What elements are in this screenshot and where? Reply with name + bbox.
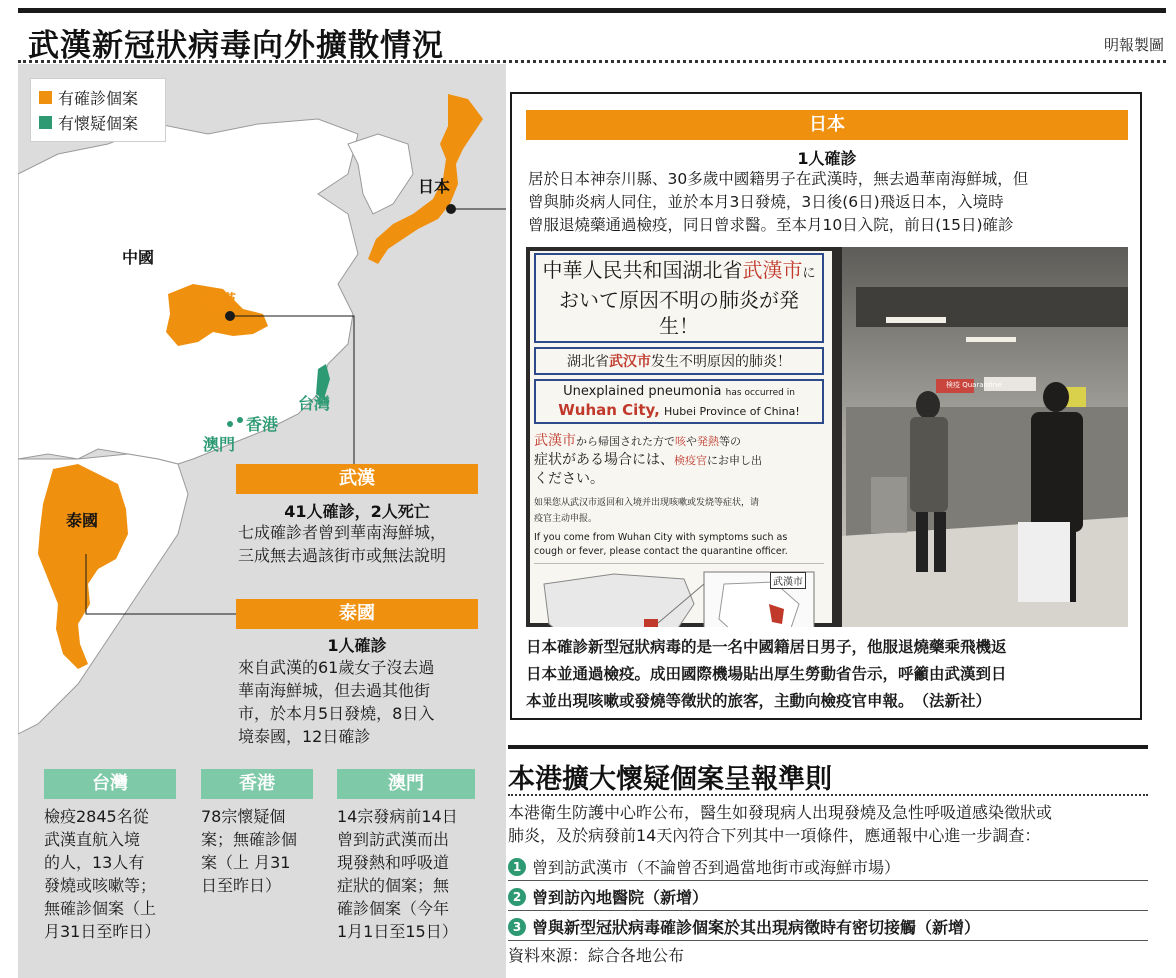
thailand-line: 市，於本月5日發燒，8日入: [238, 704, 435, 723]
airport-photo: [526, 247, 1128, 627]
region-heading-macau: 澳門: [337, 769, 475, 799]
thailand-line: 來自武漢的61歲女子沒去過: [238, 658, 435, 677]
poster-jp-body: [534, 432, 824, 489]
condition-text: 曾與新型冠狀病毒確診個案於其出現病徵時有密切接觸（新增）: [532, 918, 981, 937]
legend-suspected-label: 有懷疑個案: [58, 114, 139, 133]
legend-confirmed-label: 有確診個案: [58, 89, 139, 108]
hk-section-body: [508, 801, 1148, 847]
confirmed-swatch: [39, 91, 52, 104]
map-label-japan: 日本: [418, 177, 451, 196]
map-label-thailand: 泰國: [66, 511, 99, 530]
condition-1: [508, 855, 1148, 878]
hk-section-title: 本港擴大懷疑個案呈報準則: [508, 764, 832, 795]
poster-text: から帰国された方で: [576, 435, 675, 448]
region-line: 案（上 月31: [201, 853, 291, 872]
top-rule: [18, 8, 1166, 13]
poster-text: 症状がある場合には、: [534, 452, 674, 468]
map-label-wuhan: 武漢: [204, 291, 237, 310]
region-text-hongkong: [201, 805, 319, 897]
region-line: 14宗發病前14日: [337, 807, 458, 826]
macau-dot: [227, 421, 233, 427]
hk-section-divider: [508, 794, 1148, 796]
japan-line: 曾服退燒藥通過檢疫，同日曾求醫。至本月10日入院，前日(15日)確診: [528, 216, 1014, 234]
poster-text-red: 咳: [675, 435, 686, 448]
poster-text: にお申し出: [707, 454, 762, 467]
condition-text: 曾到訪內地醫院（新增）: [532, 888, 709, 907]
condition-text: 曾到訪武漢市（不論曾否到過當地街市或海鮮市場）: [532, 858, 901, 877]
poster-text: 发生不明原因的肺炎！: [651, 354, 791, 370]
condition-number: 2: [508, 888, 526, 906]
region-line: 78宗懷疑個: [201, 807, 286, 826]
poster-text-red: 武汉市: [609, 354, 651, 370]
condition-number: 1: [508, 858, 526, 876]
poster-cn-body: [534, 495, 824, 527]
region-text-macau: [337, 805, 483, 943]
map-label-macau: 澳門: [203, 435, 236, 454]
poster-text-red: 武漢市: [534, 433, 576, 449]
condition-divider: [508, 910, 1148, 911]
condition-divider: [508, 880, 1148, 881]
title-divider: [18, 60, 1166, 63]
region-line: 確診個案（今年: [337, 899, 450, 918]
wuhan-heading: 武漢: [236, 464, 478, 494]
condition-2: [508, 885, 1148, 908]
korea-landmass: [348, 134, 413, 214]
poster-text-red: 発熱: [697, 435, 719, 448]
thailand-heading: 泰國: [236, 599, 478, 629]
region-line: 檢疫2845名從: [44, 807, 149, 826]
map-label-china: 中國: [122, 248, 155, 267]
poster-text: Hubei Province of China!: [663, 405, 800, 418]
region-line: 武漢直航入境: [44, 830, 141, 849]
poster-en-heading: [534, 379, 824, 424]
region-line: 無確診個案（上: [44, 899, 157, 918]
region-line: 日至昨日）: [201, 876, 282, 895]
legend-suspected: [39, 110, 157, 135]
quarantine-sign: 検疫 Quarantine: [946, 381, 1002, 389]
hk-body-line: 肺炎，及於病發前14天內符合下列其中一項條件，應通報中心進一步調查：: [508, 826, 1041, 845]
region-line: 案；無確診個: [201, 830, 298, 849]
condition-3: [508, 915, 1148, 938]
suspected-swatch: [39, 116, 52, 129]
japan-heading: 日本: [526, 110, 1128, 140]
poster-text: や: [686, 435, 697, 448]
poster-jp-heading: [534, 253, 824, 343]
poster-cn-heading: [534, 347, 824, 375]
region-line: 發燒或咳嗽等；: [44, 876, 157, 895]
map-label-hongkong: 香港: [246, 415, 279, 434]
poster-text: に: [802, 266, 816, 281]
wuhan-line: 七成確診者曾到華南海鮮城，: [238, 523, 447, 542]
japan-line: 居於日本神奈川縣、30多歲中國籍男子在武漢時，無去過華南海鮮城，但: [528, 170, 1029, 188]
thailand-description: [238, 656, 488, 748]
thailand-line: 境泰國，12日確診: [238, 727, 371, 746]
region-line: 1月1日至15日）: [337, 922, 458, 941]
poster-text: 疫官主动申报。: [534, 514, 598, 524]
japan-description: [528, 168, 1138, 237]
poster-text: has occurred in: [725, 388, 795, 398]
caption-line: 本並出現咳嗽或發燒等徵狀的旅客，主動向檢疫官申報。 （法新社）: [526, 692, 992, 710]
poster: [534, 251, 824, 627]
condition-divider: [508, 940, 1148, 941]
poster-text: ください。: [534, 471, 604, 487]
wuhan-line: 三成無去過該街市或無法說明: [238, 546, 447, 565]
page-title: 武漢新冠狀病毒向外擴散情況: [28, 28, 444, 64]
poster-text-red: 検疫官: [674, 454, 707, 467]
graphic-credit: 明報製圖: [1103, 36, 1164, 54]
map-label-taiwan: 台灣: [298, 394, 331, 413]
poster-text: 等の: [719, 435, 741, 448]
wuhan-description: [238, 521, 488, 567]
map-legend: [30, 78, 166, 142]
poster-text: If you come from Wuhan City with symptoms such as: [534, 532, 788, 543]
region-heading-taiwan: 台灣: [44, 769, 176, 799]
poster-text-red: 武漢市: [742, 258, 803, 282]
condition-number: 3: [508, 918, 526, 936]
poster-text: cough or fever, please contact the quarantine officer.: [534, 546, 788, 557]
poster-text: 湖北省: [567, 354, 609, 370]
japan-photo-caption: [526, 634, 1134, 715]
caption-line: 日本確診新型冠狀病毒的是一名中國籍居日男子，他服退燒藥乘飛機返: [526, 638, 1007, 656]
region-heading-hongkong: 香港: [201, 769, 313, 799]
poster-map: [534, 563, 824, 627]
poster-text-red: Wuhan City,: [558, 401, 660, 419]
poster-text: おいて原因不明の肺炎が発生！: [559, 288, 799, 338]
caption-line: 日本並通過檢疫。成田國際機場貼出厚生勞動省告示，呼籲由武漢到日: [526, 665, 1007, 683]
hk-section-rule: [508, 745, 1148, 749]
legend-confirmed: [39, 85, 157, 110]
region-line: 症狀的個案；無: [337, 876, 450, 895]
japan-line: 曾與肺炎病人同住，並於本月3日發燒，3日後(6日)飛返日本，入境時: [528, 193, 1004, 211]
poster-text: Unexplained pneumonia: [563, 384, 722, 399]
region-line: 現發熱和呼吸道: [337, 853, 450, 872]
poster-en-body: [534, 531, 824, 559]
hk-body-line: 本港衛生防護中心昨公布，醫生如發現病人出現發燒及急性呼吸道感染徵狀或: [508, 803, 1053, 822]
poster-map-label: 武漢市: [770, 572, 806, 589]
hongkong-dot: [237, 417, 243, 423]
data-source: 資料來源：綜合各地公布: [508, 946, 685, 965]
region-line: 月31日至昨日）: [44, 922, 161, 941]
poster-text: 如果您从武汉市返回和入境并出现咳嗽或发烧等症状，请: [534, 498, 760, 508]
thailand-line: 華南海鮮城，但去過其他街: [238, 681, 431, 700]
region-text-taiwan: [44, 805, 180, 943]
wuhan-subheading: 41人確診，2人死亡: [284, 502, 430, 521]
region-line: 的人，13人有: [44, 853, 145, 872]
japan-subheading: 1人確診: [797, 149, 857, 168]
thailand-subheading: 1人確診: [327, 636, 387, 655]
region-line: 曾到訪武漢而出: [337, 830, 450, 849]
poster-text: 中華人民共和国湖北省: [542, 258, 743, 282]
